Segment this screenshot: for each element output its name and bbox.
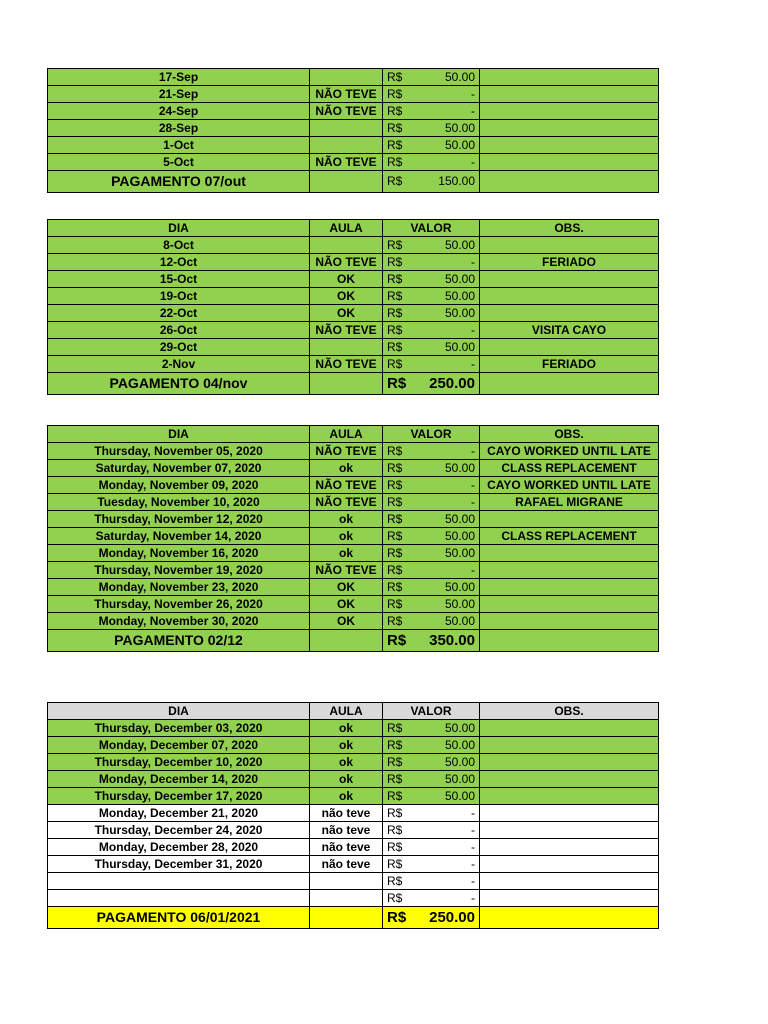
- currency-symbol: R$: [387, 738, 403, 752]
- aula-cell[interactable]: NÃO TEVE: [310, 494, 383, 511]
- header-obs: OBS.: [480, 220, 659, 237]
- aula-cell[interactable]: NÃO TEVE: [310, 154, 383, 171]
- obs-cell[interactable]: [480, 120, 659, 137]
- valor-cell[interactable]: [383, 154, 480, 171]
- table-row: [48, 103, 659, 120]
- header-aula: AULA: [310, 220, 383, 237]
- obs-cell[interactable]: [480, 69, 659, 86]
- dia-cell[interactable]: Thursday, December 03, 2020: [48, 720, 310, 737]
- currency-symbol: R$: [387, 444, 403, 458]
- currency-symbol: R$: [387, 340, 403, 354]
- dia-cell[interactable]: Thursday, December 31, 2020: [48, 856, 310, 873]
- empty-cell[interactable]: [310, 907, 383, 929]
- obs-cell[interactable]: FERIADO: [480, 254, 659, 271]
- header-aula: AULA: [310, 703, 383, 720]
- currency-symbol: R$: [387, 461, 403, 475]
- valor-cell[interactable]: [383, 839, 480, 856]
- obs-cell[interactable]: [480, 596, 659, 613]
- amount: 50.00: [444, 529, 475, 543]
- obs-cell[interactable]: [480, 822, 659, 839]
- amount: 50.00: [444, 772, 475, 786]
- dia-cell[interactable]: 22-Oct: [48, 305, 310, 322]
- dia-cell[interactable]: Monday, December 28, 2020: [48, 839, 310, 856]
- empty-cell[interactable]: [480, 630, 659, 652]
- amount: 250.00: [429, 375, 475, 392]
- dia-cell[interactable]: 8-Oct: [48, 237, 310, 254]
- aula-cell[interactable]: OK: [310, 305, 383, 322]
- table-row: [48, 839, 659, 856]
- obs-cell[interactable]: [480, 788, 659, 805]
- valor-cell[interactable]: [383, 443, 480, 460]
- amount: -: [471, 104, 475, 118]
- header-row: [48, 703, 659, 720]
- table-row: [48, 890, 659, 907]
- table-row: [48, 822, 659, 839]
- aula-cell[interactable]: OK: [310, 288, 383, 305]
- header-dia: DIA: [48, 426, 310, 443]
- dia-cell[interactable]: 26-Oct: [48, 322, 310, 339]
- dia-cell[interactable]: Thursday, December 24, 2020: [48, 822, 310, 839]
- currency-symbol: R$: [387, 272, 403, 286]
- dia-cell[interactable]: Thursday, November 05, 2020: [48, 443, 310, 460]
- aula-cell[interactable]: OK: [310, 613, 383, 630]
- dia-cell[interactable]: Thursday, November 19, 2020: [48, 562, 310, 579]
- dia-cell[interactable]: 24-Sep: [48, 103, 310, 120]
- aula-cell[interactable]: NÃO TEVE: [310, 356, 383, 373]
- empty-cell[interactable]: [310, 171, 383, 193]
- dia-cell[interactable]: Monday, December 21, 2020: [48, 805, 310, 822]
- header-aula: AULA: [310, 426, 383, 443]
- aula-cell[interactable]: NÃO TEVE: [310, 477, 383, 494]
- aula-cell[interactable]: [310, 237, 383, 254]
- currency-symbol: R$: [387, 104, 403, 118]
- empty-cell[interactable]: [310, 630, 383, 652]
- dia-cell[interactable]: Thursday, December 17, 2020: [48, 788, 310, 805]
- table-row: [48, 511, 659, 528]
- amount: -: [471, 444, 475, 458]
- amount: 50.00: [444, 546, 475, 560]
- valor-cell[interactable]: [383, 873, 480, 890]
- valor-cell[interactable]: [383, 86, 480, 103]
- payment-label[interactable]: PAGAMENTO 02/12: [48, 630, 310, 652]
- dia-cell[interactable]: 17-Sep: [48, 69, 310, 86]
- amount: 50.00: [444, 289, 475, 303]
- aula-cell[interactable]: [310, 339, 383, 356]
- valor-cell[interactable]: [383, 69, 480, 86]
- dia-cell[interactable]: 1-Oct: [48, 137, 310, 154]
- amount: -: [471, 823, 475, 837]
- obs-cell[interactable]: [480, 754, 659, 771]
- obs-cell[interactable]: [480, 339, 659, 356]
- aula-cell[interactable]: OK: [310, 271, 383, 288]
- table-row: [48, 460, 659, 477]
- amount: -: [471, 357, 475, 371]
- table-row: [48, 322, 659, 339]
- currency-symbol: R$: [387, 323, 403, 337]
- currency-symbol: R$: [387, 495, 403, 509]
- aula-cell[interactable]: NÃO TEVE: [310, 562, 383, 579]
- obs-cell[interactable]: CLASS REPLACEMENT: [480, 460, 659, 477]
- valor-cell[interactable]: [383, 754, 480, 771]
- amount: -: [471, 563, 475, 577]
- aula-cell[interactable]: NÃO TEVE: [310, 443, 383, 460]
- valor-cell[interactable]: [383, 720, 480, 737]
- valor-cell[interactable]: [383, 494, 480, 511]
- currency-symbol: R$: [387, 70, 403, 84]
- dia-cell[interactable]: Saturday, November 14, 2020: [48, 528, 310, 545]
- valor-cell[interactable]: [383, 907, 480, 929]
- obs-cell[interactable]: VISITA CAYO: [480, 322, 659, 339]
- dia-cell[interactable]: 2-Nov: [48, 356, 310, 373]
- obs-cell[interactable]: [480, 137, 659, 154]
- currency-symbol: R$: [387, 174, 403, 188]
- currency-symbol: R$: [387, 597, 403, 611]
- obs-cell[interactable]: [480, 737, 659, 754]
- obs-cell[interactable]: FERIADO: [480, 356, 659, 373]
- amount: 50.00: [444, 306, 475, 320]
- currency-symbol: R$: [387, 357, 403, 371]
- aula-cell[interactable]: ok: [310, 528, 383, 545]
- valor-cell[interactable]: [383, 528, 480, 545]
- obs-cell[interactable]: CLASS REPLACEMENT: [480, 528, 659, 545]
- amount: -: [471, 155, 475, 169]
- obs-cell[interactable]: [480, 720, 659, 737]
- dia-cell[interactable]: Thursday, December 10, 2020: [48, 754, 310, 771]
- valor-cell[interactable]: [383, 822, 480, 839]
- currency-symbol: R$: [387, 289, 403, 303]
- valor-cell[interactable]: [383, 805, 480, 822]
- valor-cell[interactable]: [383, 596, 480, 613]
- obs-cell[interactable]: [480, 237, 659, 254]
- obs-cell[interactable]: [480, 86, 659, 103]
- amount: 50.00: [444, 614, 475, 628]
- table-row: [48, 596, 659, 613]
- payment-label[interactable]: PAGAMENTO 06/01/2021: [48, 907, 310, 929]
- table-row: [48, 288, 659, 305]
- amount: 50.00: [444, 238, 475, 252]
- obs-cell[interactable]: CAYO WORKED UNTIL LATE: [480, 443, 659, 460]
- amount: 50.00: [444, 461, 475, 475]
- aula-cell[interactable]: OK: [310, 579, 383, 596]
- dia-cell[interactable]: 5-Oct: [48, 154, 310, 171]
- empty-cell[interactable]: [480, 171, 659, 193]
- dia-cell[interactable]: Monday, November 16, 2020: [48, 545, 310, 562]
- aula-cell[interactable]: [310, 137, 383, 154]
- amount: -: [471, 255, 475, 269]
- payment-table: [47, 425, 659, 652]
- table-row: [48, 137, 659, 154]
- valor-cell[interactable]: [383, 477, 480, 494]
- currency-symbol: R$: [387, 546, 403, 560]
- amount: -: [471, 874, 475, 888]
- table-row: [48, 154, 659, 171]
- valor-cell[interactable]: [383, 373, 480, 395]
- amount: 50.00: [444, 121, 475, 135]
- dia-cell[interactable]: Monday, November 09, 2020: [48, 477, 310, 494]
- currency-symbol: R$: [387, 255, 403, 269]
- aula-cell[interactable]: [310, 873, 383, 890]
- amount: -: [471, 857, 475, 871]
- aula-cell[interactable]: NÃO TEVE: [310, 86, 383, 103]
- aula-cell[interactable]: não teve: [310, 839, 383, 856]
- obs-cell[interactable]: [480, 579, 659, 596]
- amount: 350.00: [429, 632, 475, 649]
- amount: 250.00: [429, 909, 475, 926]
- currency-symbol: R$: [387, 806, 403, 820]
- dia-cell[interactable]: 19-Oct: [48, 288, 310, 305]
- header-row: [48, 220, 659, 237]
- dia-cell[interactable]: 29-Oct: [48, 339, 310, 356]
- table-row: [48, 788, 659, 805]
- valor-cell[interactable]: [383, 460, 480, 477]
- valor-cell[interactable]: [383, 271, 480, 288]
- dia-cell[interactable]: Tuesday, November 10, 2020: [48, 494, 310, 511]
- valor-cell[interactable]: [383, 120, 480, 137]
- table-row: [48, 339, 659, 356]
- currency-symbol: R$: [387, 155, 403, 169]
- aula-cell[interactable]: NÃO TEVE: [310, 103, 383, 120]
- obs-cell[interactable]: [480, 305, 659, 322]
- currency-symbol: R$: [387, 891, 403, 905]
- table-row: [48, 579, 659, 596]
- payment-table: [47, 68, 659, 193]
- dia-cell[interactable]: [48, 890, 310, 907]
- currency-symbol: R$: [387, 874, 403, 888]
- dia-cell[interactable]: [48, 873, 310, 890]
- currency-symbol: R$: [387, 478, 403, 492]
- aula-cell[interactable]: não teve: [310, 856, 383, 873]
- amount: -: [471, 891, 475, 905]
- currency-symbol: R$: [387, 857, 403, 871]
- amount: -: [471, 840, 475, 854]
- aula-cell[interactable]: não teve: [310, 805, 383, 822]
- amount: 50.00: [444, 580, 475, 594]
- empty-cell[interactable]: [480, 373, 659, 395]
- obs-cell[interactable]: CAYO WORKED UNTIL LATE: [480, 477, 659, 494]
- table-row: [48, 771, 659, 788]
- currency-symbol: R$: [387, 909, 407, 926]
- currency-symbol: R$: [387, 755, 403, 769]
- obs-cell[interactable]: RAFAEL MIGRANE: [480, 494, 659, 511]
- aula-cell[interactable]: ok: [310, 460, 383, 477]
- empty-cell[interactable]: [480, 907, 659, 929]
- currency-symbol: R$: [387, 306, 403, 320]
- amount: 50.00: [444, 721, 475, 735]
- valor-cell[interactable]: [383, 137, 480, 154]
- amount: -: [471, 806, 475, 820]
- amount: 50.00: [444, 512, 475, 526]
- currency-symbol: R$: [387, 840, 403, 854]
- amount: 50.00: [444, 138, 475, 152]
- amount: 50.00: [444, 272, 475, 286]
- currency-symbol: R$: [387, 529, 403, 543]
- dia-cell[interactable]: Monday, December 14, 2020: [48, 771, 310, 788]
- dia-cell[interactable]: Saturday, November 07, 2020: [48, 460, 310, 477]
- header-valor: VALOR: [383, 220, 480, 237]
- valor-cell[interactable]: [383, 562, 480, 579]
- header-row: [48, 426, 659, 443]
- dia-cell[interactable]: 28-Sep: [48, 120, 310, 137]
- dia-cell[interactable]: 21-Sep: [48, 86, 310, 103]
- table-row: [48, 356, 659, 373]
- header-obs: OBS.: [480, 426, 659, 443]
- aula-cell[interactable]: [310, 890, 383, 907]
- currency-symbol: R$: [387, 772, 403, 786]
- valor-cell[interactable]: [383, 788, 480, 805]
- aula-cell[interactable]: [310, 69, 383, 86]
- table-row: [48, 562, 659, 579]
- obs-cell[interactable]: [480, 545, 659, 562]
- total-row: [48, 171, 659, 193]
- valor-cell[interactable]: [383, 630, 480, 652]
- obs-cell[interactable]: [480, 856, 659, 873]
- obs-cell[interactable]: [480, 511, 659, 528]
- table-row: [48, 545, 659, 562]
- currency-symbol: R$: [387, 375, 407, 392]
- aula-cell[interactable]: ok: [310, 737, 383, 754]
- table-row: [48, 737, 659, 754]
- table-row: [48, 477, 659, 494]
- amount: 50.00: [444, 70, 475, 84]
- table-row: [48, 443, 659, 460]
- valor-cell[interactable]: [383, 237, 480, 254]
- valor-cell[interactable]: [383, 103, 480, 120]
- valor-cell[interactable]: [383, 339, 480, 356]
- table-row: [48, 271, 659, 288]
- amount: 50.00: [444, 597, 475, 611]
- valor-cell[interactable]: [383, 305, 480, 322]
- obs-cell[interactable]: [480, 890, 659, 907]
- table-row: [48, 873, 659, 890]
- obs-cell[interactable]: [480, 154, 659, 171]
- header-obs: OBS.: [480, 703, 659, 720]
- header-valor: VALOR: [383, 426, 480, 443]
- amount: 50.00: [444, 738, 475, 752]
- amount: -: [471, 478, 475, 492]
- aula-cell[interactable]: [310, 120, 383, 137]
- dia-cell[interactable]: 12-Oct: [48, 254, 310, 271]
- obs-cell[interactable]: [480, 288, 659, 305]
- aula-cell[interactable]: ok: [310, 720, 383, 737]
- currency-symbol: R$: [387, 238, 403, 252]
- payment-table: [47, 702, 659, 929]
- valor-cell[interactable]: [383, 771, 480, 788]
- table-row: [48, 613, 659, 630]
- amount: 50.00: [444, 789, 475, 803]
- aula-cell[interactable]: NÃO TEVE: [310, 322, 383, 339]
- dia-cell[interactable]: 15-Oct: [48, 271, 310, 288]
- dia-cell[interactable]: Thursday, November 12, 2020: [48, 511, 310, 528]
- currency-symbol: R$: [387, 614, 403, 628]
- obs-cell[interactable]: [480, 873, 659, 890]
- aula-cell[interactable]: não teve: [310, 822, 383, 839]
- valor-cell[interactable]: [383, 356, 480, 373]
- valor-cell[interactable]: [383, 737, 480, 754]
- obs-cell[interactable]: [480, 839, 659, 856]
- currency-symbol: R$: [387, 580, 403, 594]
- aula-cell[interactable]: ok: [310, 771, 383, 788]
- amount: -: [471, 323, 475, 337]
- table-row: [48, 856, 659, 873]
- valor-cell[interactable]: [383, 288, 480, 305]
- valor-cell[interactable]: [383, 890, 480, 907]
- currency-symbol: R$: [387, 87, 403, 101]
- amount: 150.00: [438, 174, 475, 188]
- aula-cell[interactable]: ok: [310, 788, 383, 805]
- obs-cell[interactable]: [480, 103, 659, 120]
- currency-symbol: R$: [387, 512, 403, 526]
- valor-cell[interactable]: [383, 171, 480, 193]
- table-row: [48, 237, 659, 254]
- currency-symbol: R$: [387, 138, 403, 152]
- total-row: [48, 630, 659, 652]
- payment-label[interactable]: PAGAMENTO 07/out: [48, 171, 310, 193]
- empty-cell[interactable]: [310, 373, 383, 395]
- table-row: [48, 120, 659, 137]
- amount: -: [471, 495, 475, 509]
- valor-cell[interactable]: [383, 545, 480, 562]
- dia-cell[interactable]: Monday, December 07, 2020: [48, 737, 310, 754]
- valor-cell[interactable]: [383, 579, 480, 596]
- currency-symbol: R$: [387, 632, 407, 649]
- total-row: [48, 373, 659, 395]
- table-row: [48, 86, 659, 103]
- aula-cell[interactable]: ok: [310, 754, 383, 771]
- table-row: [48, 720, 659, 737]
- aula-cell[interactable]: NÃO TEVE: [310, 254, 383, 271]
- obs-cell[interactable]: [480, 805, 659, 822]
- dia-cell[interactable]: Thursday, November 26, 2020: [48, 596, 310, 613]
- header-dia: DIA: [48, 703, 310, 720]
- valor-cell[interactable]: [383, 322, 480, 339]
- currency-symbol: R$: [387, 563, 403, 577]
- valor-cell[interactable]: [383, 511, 480, 528]
- aula-cell[interactable]: ok: [310, 545, 383, 562]
- currency-symbol: R$: [387, 121, 403, 135]
- payment-table: [47, 219, 659, 395]
- header-valor: VALOR: [383, 703, 480, 720]
- valor-cell[interactable]: [383, 254, 480, 271]
- table-row: [48, 254, 659, 271]
- payment-label[interactable]: PAGAMENTO 04/nov: [48, 373, 310, 395]
- table-row: [48, 805, 659, 822]
- obs-cell[interactable]: [480, 613, 659, 630]
- amount: 50.00: [444, 340, 475, 354]
- table-row: [48, 528, 659, 545]
- valor-cell[interactable]: [383, 856, 480, 873]
- table-row: [48, 494, 659, 511]
- valor-cell[interactable]: [383, 613, 480, 630]
- table-row: [48, 754, 659, 771]
- dia-cell[interactable]: Monday, November 30, 2020: [48, 613, 310, 630]
- obs-cell[interactable]: [480, 271, 659, 288]
- table-row: [48, 69, 659, 86]
- aula-cell[interactable]: OK: [310, 596, 383, 613]
- obs-cell[interactable]: [480, 562, 659, 579]
- dia-cell[interactable]: Monday, November 23, 2020: [48, 579, 310, 596]
- amount: 50.00: [444, 755, 475, 769]
- aula-cell[interactable]: ok: [310, 511, 383, 528]
- total-row: [48, 907, 659, 929]
- amount: -: [471, 87, 475, 101]
- currency-symbol: R$: [387, 789, 403, 803]
- currency-symbol: R$: [387, 823, 403, 837]
- table-row: [48, 305, 659, 322]
- header-dia: DIA: [48, 220, 310, 237]
- obs-cell[interactable]: [480, 771, 659, 788]
- currency-symbol: R$: [387, 721, 403, 735]
